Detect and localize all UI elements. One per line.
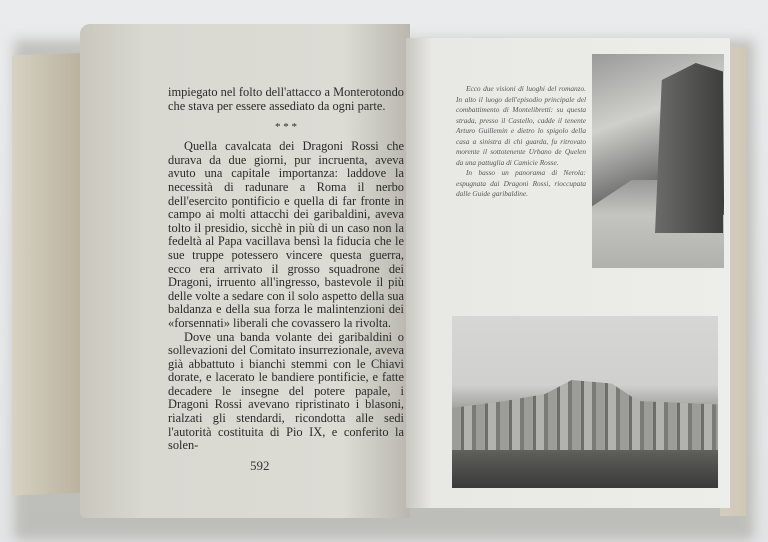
photo-caption [456, 84, 586, 200]
caption-paragraph: Ecco due visioni di luoghi del romanzo. In alto il luogo dell'episodio principale del combattimento di Montelibretti: su questa strada, presso il Castello, cadde il tenente Arturo Guillemin e dietro lo spigolo della casa a sinistra di chi guarda, fu ritrovato morente il sottotenente Urbano de Quelen da una pattuglia di Camicie Rosse. [456, 84, 586, 167]
paragraph: impiegato nel folto dell'attacco a Monterotondo che stava per essere assediato da ogni parte. [168, 85, 404, 113]
caption-paragraph: In basso un panorama di Nerola: espugnata dai Dragoni Rossi, rioccupata dalle Guide garibaldine. [456, 168, 586, 198]
section-separator: * * * [275, 121, 297, 134]
paragraph: Quella cavalcata dei Dragoni Rossi che durava da due giorni, pur incruenta, aveva avuto una capitale importanza: laddove la necessità di radunare a Roma il nerbo dell'esercito pontificio e quella di far fronte in campo ai molti attacchi dei garibaldini, aveva tolto il presidio, sicchè in più di un caso non la fedeltà al Papa vacillava bensì la fiducia che le sue truppe potessero vincere questa guerra, ecco era arrivato il grosso squadrone dei Dragoni, irruento all'ingresso, bastevole il più delle volte a sedare con il solo aspetto della sua baldanza e della sua forza le malintenzioni dei «forsennati» liberali che covassero la rivolta. [168, 139, 404, 330]
page-number: 592 [250, 458, 270, 473]
paragraph: Dove una banda volante dei garibaldini o sollevazioni del Comitato insurrezionale, aveva già abbattuto i bianchi stemmi con le Chiavi dorate, e lacerato le bandiere pontificie, e fatte decadere le insegne del potere papale, i Dragoni Rossi avevano ripristinato i blasoni, rialzati gli stendardi, ricondotta alle sedi l'autorità costituita di Pio IX, e conferito la solen- [168, 329, 404, 453]
photo-castle-tower [655, 63, 723, 233]
left-page-text [168, 86, 404, 453]
